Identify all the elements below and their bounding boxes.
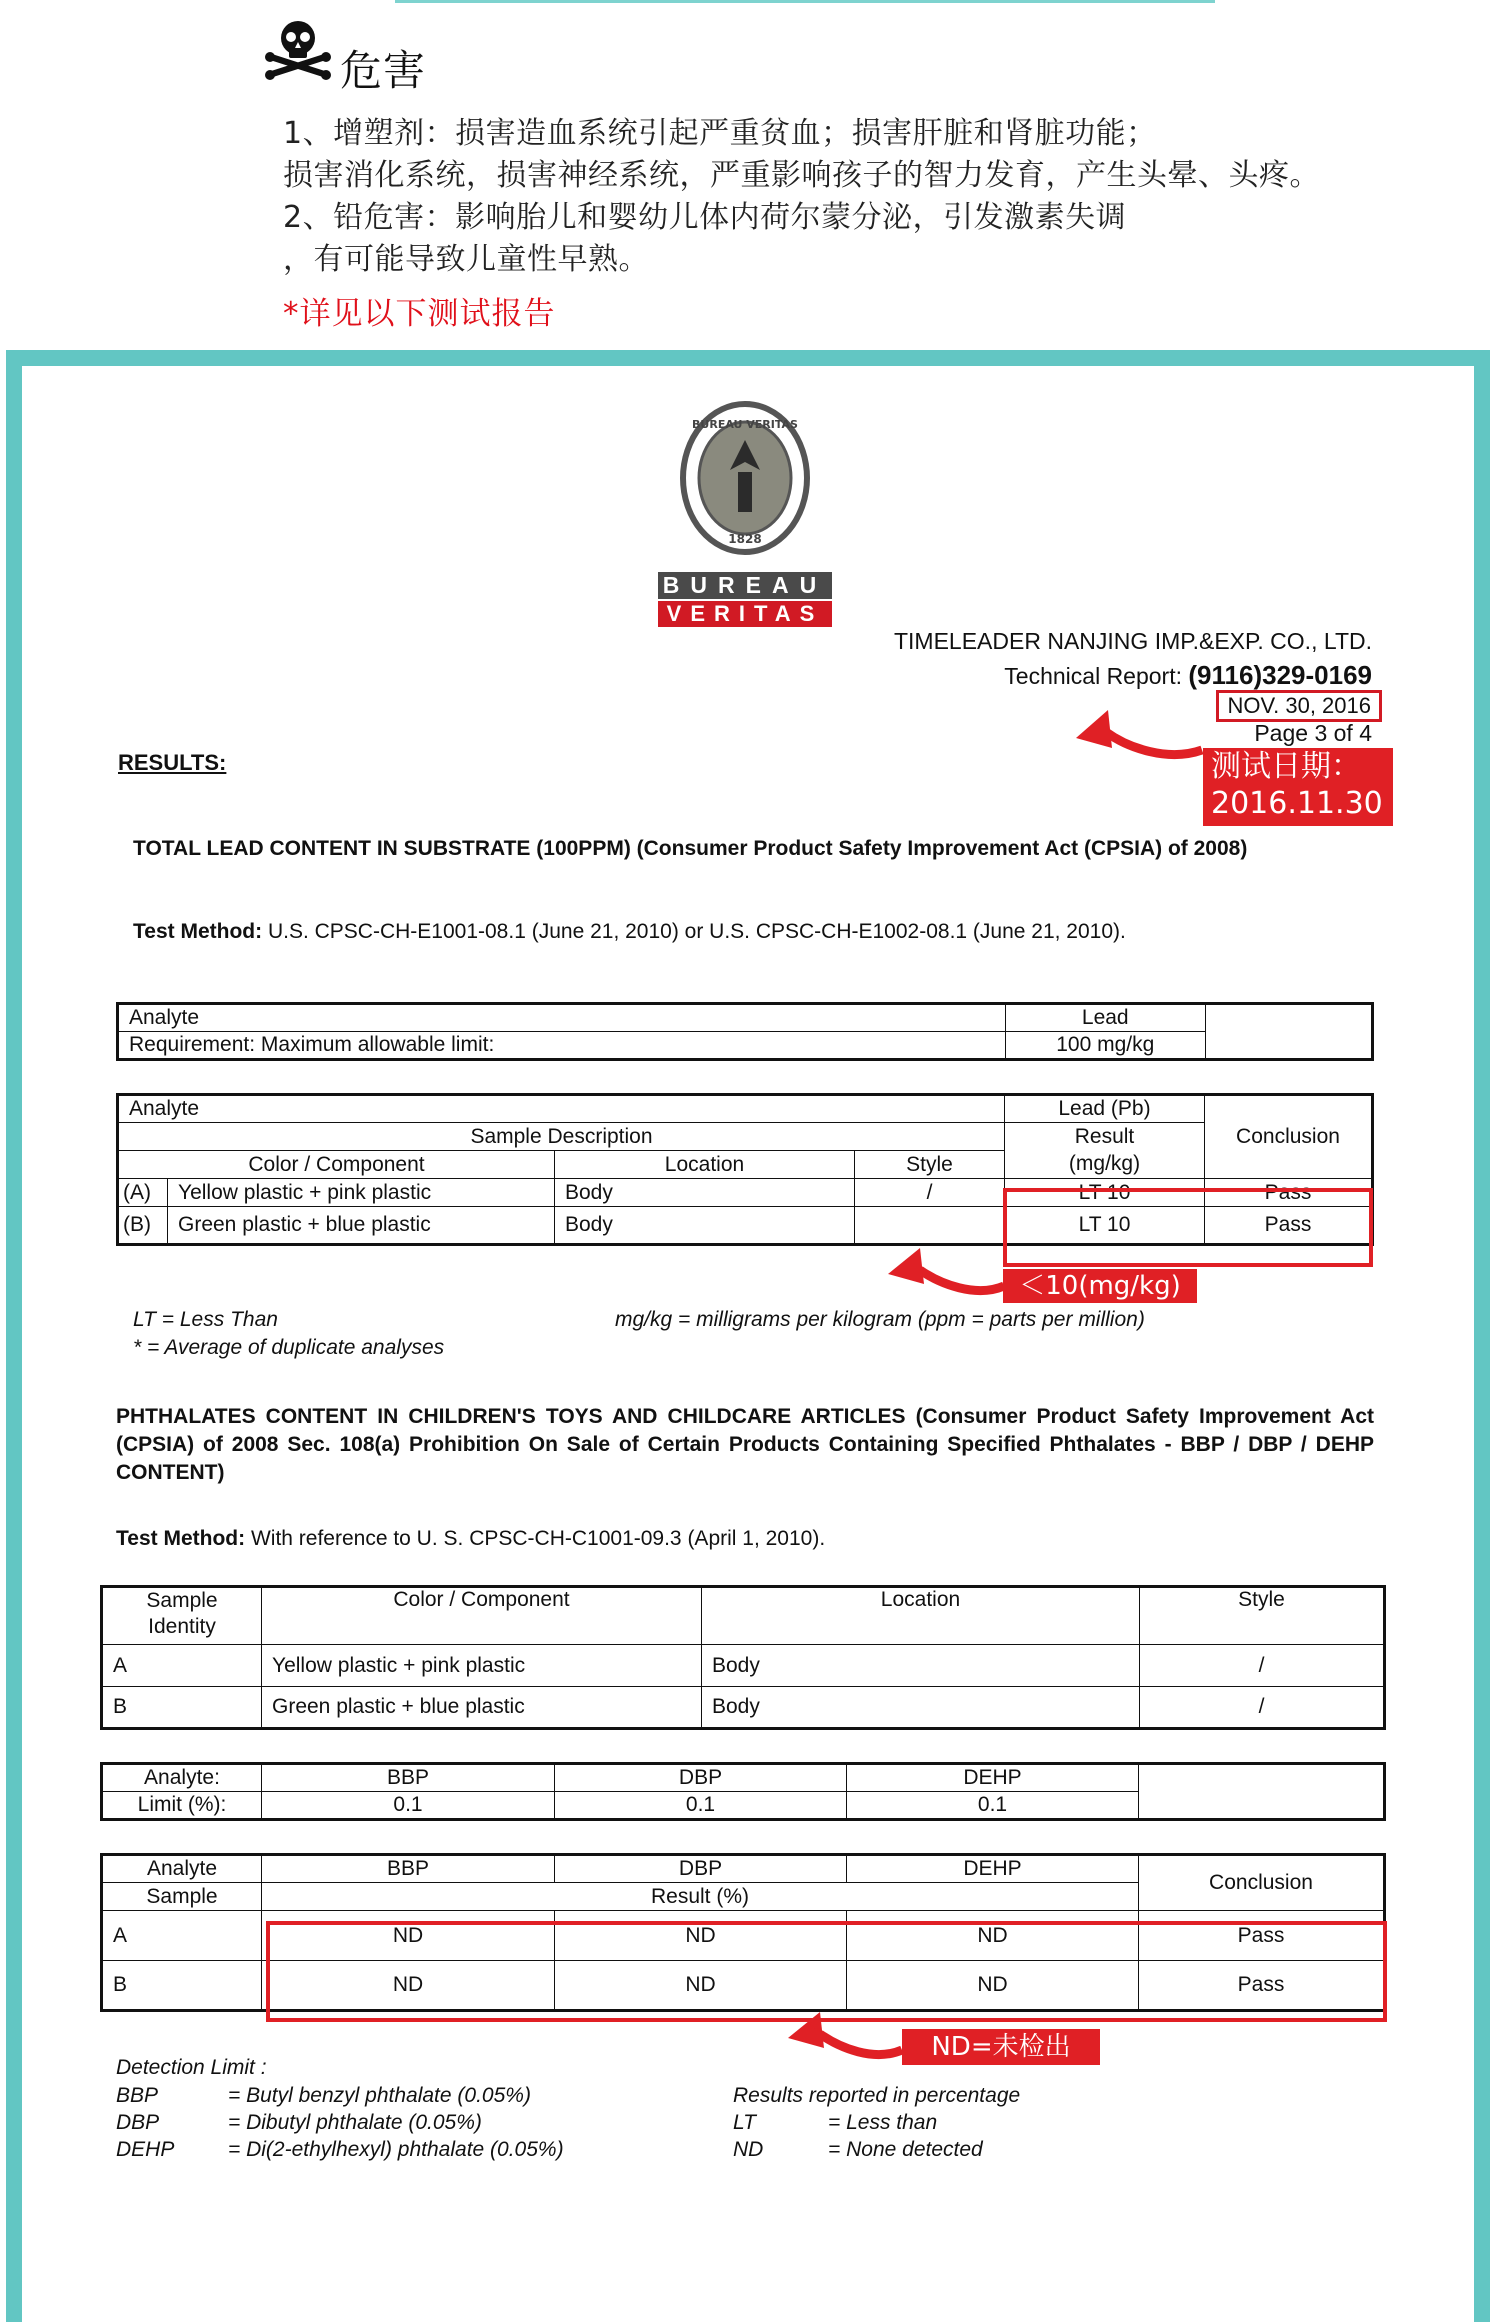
method-label: Test Method:: [116, 1527, 246, 1550]
phthalate-test-method: [116, 1527, 825, 1551]
sample-color: Yellow plastic + pink plastic: [168, 1179, 555, 1207]
lead-conclusion: Pass: [1205, 1179, 1373, 1207]
technical-report-number: [1004, 660, 1372, 691]
hazard-line: ，有可能导致儿童性早熟。: [283, 242, 649, 277]
lead-result: LT 10: [1005, 1179, 1205, 1207]
style-header: Style: [1140, 1587, 1385, 1645]
sample-location: Body: [555, 1207, 855, 1245]
result-header: Result: [1005, 1123, 1205, 1151]
hazard-line: 1、增塑剂：损害造血系统引起严重贫血；损害肝脏和肾脏功能；: [283, 116, 1157, 151]
result-conclusion: Pass: [1139, 1911, 1385, 1961]
style-header: Style: [855, 1151, 1005, 1179]
result-dbp: ND: [555, 1911, 847, 1961]
lead-section-title: TOTAL LEAD CONTENT IN SUBSTRATE (100PPM) (Consumer Product Safety Improvement Act (CPSIA) of 2008): [133, 837, 1248, 860]
method-label: Test Method:: [133, 920, 263, 943]
callout-line: 2016.11.30: [1211, 786, 1383, 821]
limit-dehp: 0.1: [847, 1792, 1139, 1820]
analyte-dehp: DEHP: [847, 1764, 1139, 1792]
analyte-dehp: DEHP: [847, 1855, 1139, 1883]
legend-key: DEHP: [116, 2138, 175, 2161]
req-limit-label: Requirement: Maximum allowable limit:: [118, 1032, 1006, 1060]
logo-text-bureau: BUREAU: [662, 572, 828, 598]
analyte-label: Analyte: [102, 1855, 262, 1883]
conclusion-header: Conclusion: [1205, 1095, 1373, 1179]
legend-value: = Less than: [828, 2111, 938, 2134]
logo-text-veritas: VERITAS: [666, 601, 824, 626]
note-average: * = Average of duplicate analyses: [133, 1336, 445, 1359]
unit-header: (mg/kg): [1005, 1151, 1205, 1179]
lead-limit-callout: ＜10(mg/kg): [1003, 1269, 1197, 1303]
svg-text:BUREAU VERITAS: BUREAU VERITAS: [692, 418, 798, 431]
req-blank: [1205, 1004, 1372, 1060]
req-analyte-label: Analyte: [118, 1004, 1006, 1032]
req-analyte-value: Lead: [1005, 1004, 1205, 1032]
note-mgkg: mg/kg = milligrams per kilogram (ppm = parts per million): [615, 1308, 1145, 1331]
color-component-header: Color / Component: [118, 1151, 555, 1179]
company-name: TIMELEADER NANJING IMP.&EXP. CO., LTD.: [893, 628, 1372, 654]
sample-color: Green plastic + blue plastic: [262, 1687, 702, 1729]
sample-id: A: [102, 1911, 262, 1961]
sample-style: [855, 1207, 1005, 1245]
result-dehp: ND: [847, 1961, 1139, 2011]
lead-test-method: [133, 920, 1126, 944]
note-lt: LT = Less Than: [133, 1308, 278, 1331]
requirement-table: [116, 1002, 1374, 1061]
sample-location: Body: [702, 1687, 1140, 1729]
table-row: [102, 1645, 1385, 1687]
sample-identity-header: Sample Identity: [102, 1587, 262, 1645]
tech-report-label: Technical Report:: [1004, 663, 1182, 689]
method-text: U.S. CPSC-CH-E1001-08.1 (June 21, 2010) or U.S. CPSC-CH-E1002-08.1 (June 21, 2010).: [267, 920, 1126, 943]
sample-description-header: Sample Description: [118, 1123, 1005, 1151]
result-conclusion: Pass: [1139, 1961, 1385, 2011]
curved-arrow-icon: [1068, 702, 1208, 772]
hazard-line: 损害消化系统，损害神经系统，严重影响孩子的智力发育，产生头晕、头疼。: [283, 158, 1320, 193]
limit-dbp: 0.1: [555, 1792, 847, 1820]
analyte-bbp: BBP: [262, 1764, 555, 1792]
report-date: NOV. 30, 2016: [1216, 690, 1382, 722]
sample-id: B: [102, 1961, 262, 2011]
results-in-percentage: Results reported in percentage: [733, 2084, 1021, 2107]
legend-value: = Di(2-ethylhexyl) phthalate (0.05%): [228, 2138, 564, 2161]
sample-id: (B): [118, 1207, 168, 1245]
legend-value: = Butyl benzyl phthalate (0.05%): [228, 2084, 531, 2107]
result-dbp: ND: [555, 1961, 847, 2011]
limit-bbp: 0.1: [262, 1792, 555, 1820]
lead-pb-header: Lead (Pb): [1005, 1095, 1205, 1123]
result-bbp: ND: [262, 1961, 555, 2011]
limit-label: Limit (%):: [102, 1792, 262, 1820]
limit-blank: [1139, 1764, 1385, 1820]
sample-id: (A): [118, 1179, 168, 1207]
legend-key: ND: [733, 2138, 764, 2161]
phthalate-section-title: PHTHALATES CONTENT IN CHILDREN'S TOYS AND CHILDCARE ARTICLES (Consumer Product Safety Improvement Act (CPSIA) of 2008 Sec. 108(a) Prohibition On Sale of Certain Products Containing Specified Phthalates - BBP / DBP / DEHP CONTENT): [116, 1405, 1374, 1484]
tech-report-no: (9116)329-0169: [1188, 660, 1372, 690]
location-header: Location: [555, 1151, 855, 1179]
method-text: With reference to U. S. CPSC-CH-C1001-09.3 (April 1, 2010).: [250, 1527, 826, 1550]
legend-key: LT: [733, 2111, 756, 2134]
results-heading: RESULTS:: [118, 750, 227, 775]
curved-arrow-icon: [782, 2006, 908, 2068]
color-component-header: Color / Component: [262, 1587, 702, 1645]
analyte-bbp: BBP: [262, 1855, 555, 1883]
req-limit-value: 100 mg/kg: [1005, 1032, 1205, 1060]
legend-value: = None detected: [828, 2138, 983, 2161]
sample-style: /: [855, 1179, 1005, 1207]
analyte-label: Analyte: [118, 1095, 1005, 1123]
top-divider: [395, 0, 1215, 3]
skull-crossbones-icon: [262, 12, 334, 84]
sample-location: Body: [555, 1179, 855, 1207]
conclusion-header: Conclusion: [1139, 1855, 1385, 1911]
curved-arrow-icon: [880, 1240, 1010, 1304]
analyte-label: Analyte:: [102, 1764, 262, 1792]
svg-text:1828: 1828: [728, 532, 762, 546]
see-report-note: *详见以下测试报告: [283, 296, 556, 332]
sample-label: Sample: [102, 1883, 262, 1911]
result-bbp: ND: [262, 1911, 555, 1961]
sample-color: Green plastic + blue plastic: [168, 1207, 555, 1245]
hazard-title: 危害: [340, 46, 427, 95]
legend-key: DBP: [116, 2111, 160, 2134]
sample-table: [100, 1585, 1386, 1730]
legend-key: BBP: [116, 2084, 159, 2107]
hazard-line: 2、铅危害：影响胎儿和婴幼儿体内荷尔蒙分泌，引发激素失调: [283, 200, 1127, 235]
lead-conclusion: Pass: [1205, 1207, 1373, 1245]
lead-result: LT 10: [1005, 1207, 1205, 1245]
result-percent-header: Result (%): [262, 1883, 1139, 1911]
nd-callout: ND=未检出: [902, 2029, 1100, 2065]
test-date-callout: [1203, 748, 1393, 826]
analyte-dbp: DBP: [555, 1764, 847, 1792]
sample-color: Yellow plastic + pink plastic: [262, 1645, 702, 1687]
legend-value: = Dibutyl phthalate (0.05%): [228, 2111, 482, 2134]
sample-id: A: [102, 1645, 262, 1687]
sample-style: /: [1140, 1687, 1385, 1729]
sample-location: Body: [702, 1645, 1140, 1687]
sample-style: /: [1140, 1645, 1385, 1687]
table-row: [102, 1687, 1385, 1729]
result-dehp: ND: [847, 1911, 1139, 1961]
sample-id: B: [102, 1687, 262, 1729]
location-header: Location: [702, 1587, 1140, 1645]
page-number: Page 3 of 4: [1254, 720, 1372, 746]
limit-table: [100, 1762, 1386, 1821]
analyte-dbp: DBP: [555, 1855, 847, 1883]
lead-result-highlight: [1003, 1188, 1373, 1267]
detection-limit-title: Detection Limit :: [116, 2056, 267, 2079]
callout-line: 测试日期：: [1211, 749, 1361, 784]
